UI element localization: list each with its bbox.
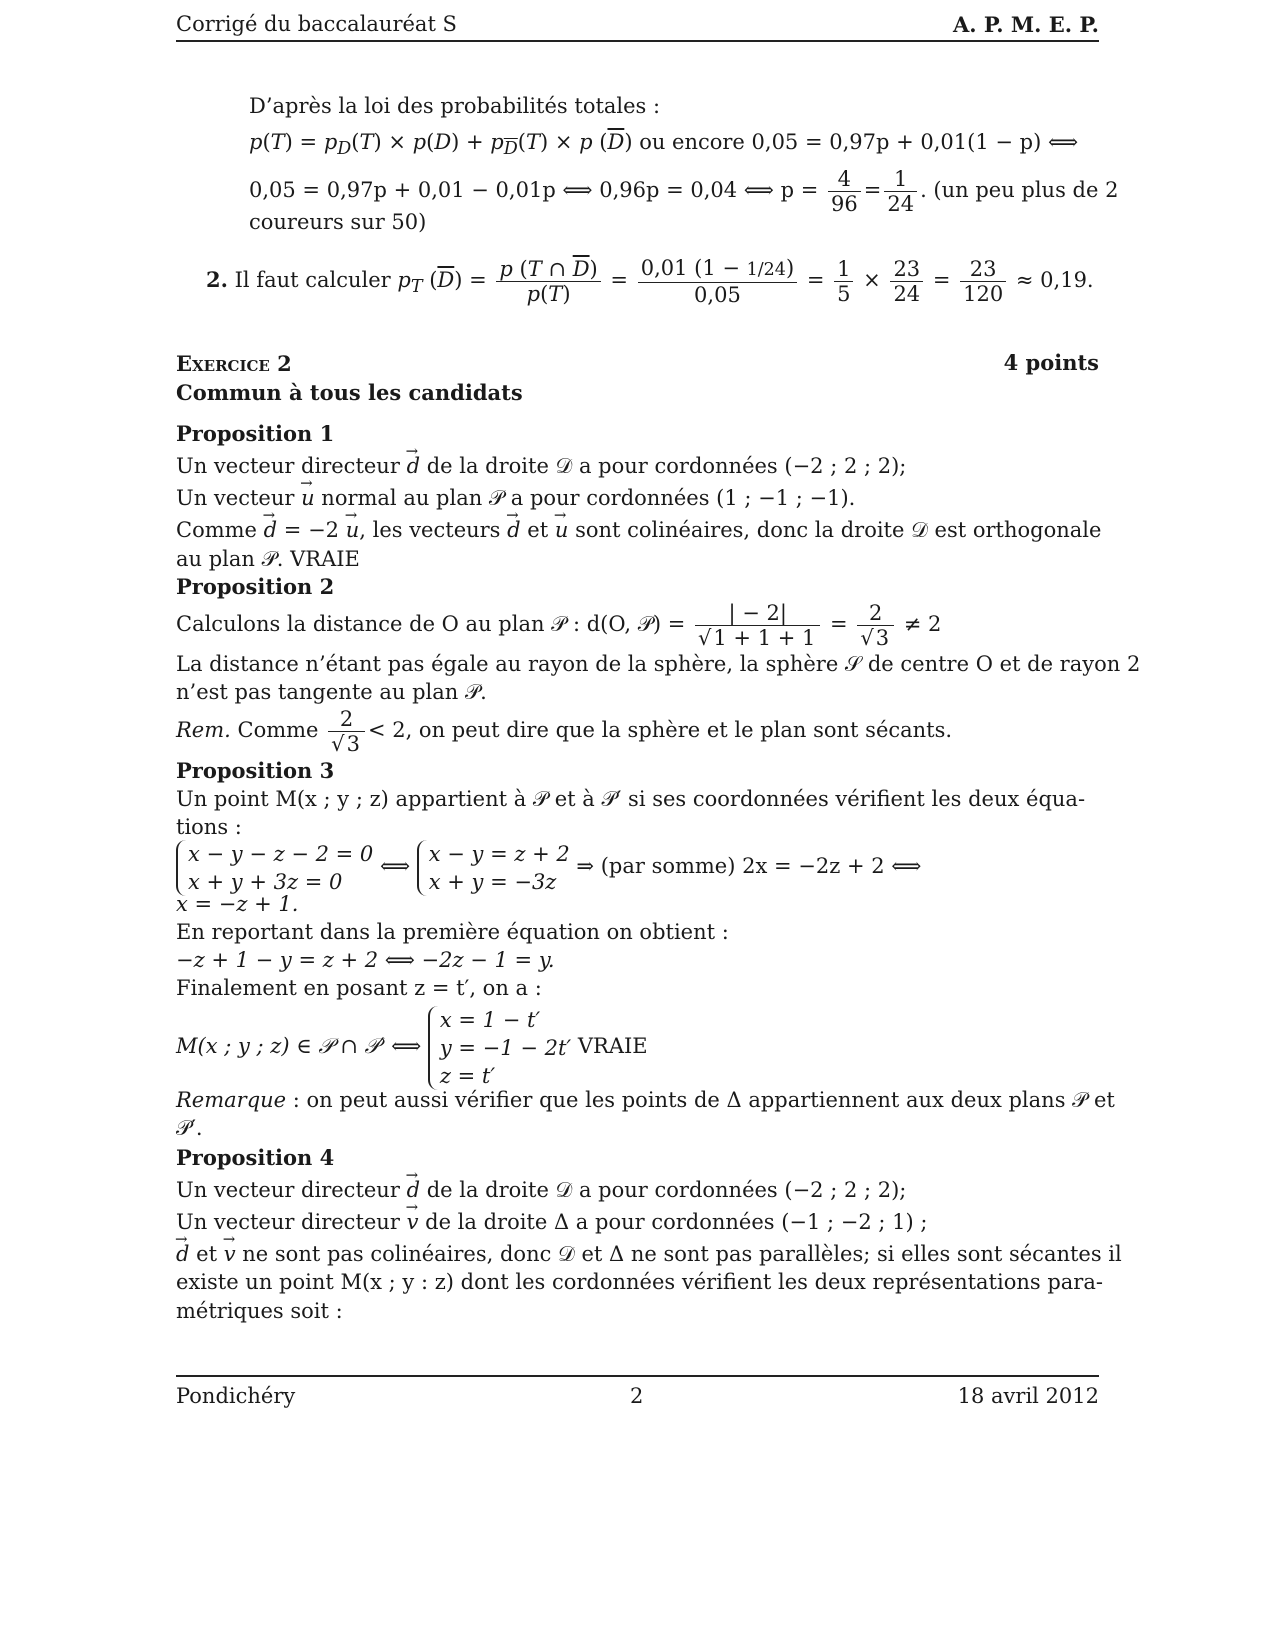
formula-tail: ou encore 0,05 = 0,97p + 0,01(1 − p) ⟺ — [639, 130, 1079, 154]
prop3-line3: x = −z + 1. — [176, 892, 299, 916]
proposition-1-title: Proposition 1 — [176, 421, 335, 446]
prop3-line2: tions : — [176, 815, 242, 839]
proposition-3-title: Proposition 3 — [176, 758, 335, 783]
vector-v: → v — [224, 1240, 236, 1268]
vector-v: → v — [407, 1208, 419, 1236]
header-right: A. P. M. E. P. — [953, 12, 1099, 37]
page-number: 2 — [630, 1384, 644, 1408]
prop3-systems: x − y − z − 2 = 0 x + y + 3z = 0 ⟺ x − y = z + 2 x + y = −3z ⇒ (par somme) 2x = −2z + 2 ⟺ — [176, 838, 1099, 896]
prop3-line6: Finalement en posant z = t′, on a : — [176, 976, 542, 1000]
prop2-text: Comme — [237, 718, 319, 742]
proposition-4-title: Proposition 4 — [176, 1145, 335, 1170]
prop4-text: ne sont pas colinéaires, donc 𝒟 et Δ ne sont pas parallèles; si elles sont sécantes il — [242, 1242, 1122, 1266]
prop2-text: Calculons la distance de O au plan 𝒫 : d(O, 𝒫) = — [176, 612, 686, 636]
question-2: 2. Il faut calculer $p_T$ $(\overline{D})$ = $\frac{p (T \cap \overline{D})}{p(T)}$ = $\frac{0,01 (1 - 1/24)}{0,05}$ = $\frac{1}{5}$ × $\frac{23}{24}$ = $\frac{23}{120}$ ≈ 0,19. — [206, 256, 1094, 307]
header-left: Corrigé du baccalauréat S — [176, 12, 457, 36]
total-probability-formula: $p(T) = p_D(T) \times p(D) + p_{\overline{D}}(T) \times p$ $(\overline{D})$ ou encore 0,05 = 0,97p + 0,01(1 − p) ⟺ — [249, 130, 1079, 160]
prop2-line3: n’est pas tangente au plan 𝒫. — [176, 680, 487, 704]
prop1-line1 — [176, 452, 1099, 480]
prop3-remark — [176, 1086, 1115, 1114]
solving-note: . (un peu plus de 2 — [920, 178, 1119, 202]
footer-date: 18 avril 2012 — [957, 1384, 1099, 1408]
proposition-2-title: Proposition 2 — [176, 574, 335, 599]
prop4-line4: existe un point M(x ; y : z) dont les cordonnées vérifient les deux représentations para- — [176, 1270, 1103, 1294]
prop1-line4: au plan 𝒫. VRAIE — [176, 547, 360, 571]
question-text: Il faut calculer — [234, 268, 391, 292]
exercise-title: Exercice 2 — [176, 351, 292, 376]
fraction-2-sqrt3: $\frac{2}{√3}$ — [857, 601, 894, 650]
vector-d: → d — [507, 516, 520, 544]
question-result: ≈ 0,19. — [1015, 268, 1094, 292]
prop4-line5: métriques soit : — [176, 1299, 343, 1323]
prop3-verdict: VRAIE — [577, 1034, 648, 1058]
system-a: x − y − z − 2 = 0 x + y + 3z = 0 — [176, 840, 373, 896]
prop4-text: de la droite Δ a pour cordonnées (−1 ; −2 ; 1) ; — [425, 1210, 928, 1234]
prop1-line2 — [176, 484, 1099, 512]
vector-u: → u — [301, 484, 315, 512]
vector-u: → u — [346, 516, 360, 544]
prop3-remark-cont: 𝒫′. — [176, 1116, 203, 1140]
prop1-text: , les vecteurs — [359, 518, 501, 542]
prop4-text: Un vecteur directeur — [176, 1210, 400, 1234]
vector-d: → d — [176, 1240, 189, 1268]
prop1-text: Un vecteur — [176, 486, 295, 510]
prop1-text: Comme — [176, 518, 257, 542]
fraction-1-5: $\frac{1}{5}$ — [834, 257, 853, 306]
prop1-line3 — [176, 516, 1102, 544]
system-b: x − y = z + 2 x + y = −3z — [417, 840, 570, 896]
probability-solving: 0,05 = 0,97p + 0,01 − 0,01p ⟺ 0,96p = 0,04 ⟺ p = $\frac{4}{96}$ = $\frac{1}{24}$ . (un peu plus de 2 — [249, 167, 1119, 216]
prop1-text: normal au plan 𝒫 a pour cordonnées (1 ; −1 ; −1). — [321, 486, 856, 510]
footer-rule — [176, 1375, 1099, 1377]
prop3-parametric — [176, 1004, 1099, 1090]
header-rule — [176, 40, 1099, 42]
conditional-fraction: $\frac{p (T \cap \overline{D})}{p(T)}$ — [496, 257, 600, 306]
fraction-23-120: $\frac{23}{120}$ — [960, 257, 1006, 306]
distance-fraction: $\frac{| - 2|}{√1 + 1 + 1}$ — [695, 601, 820, 650]
prop1-text: de la droite 𝒟 a pour cordonnées (−2 ; 2 ; 2); — [426, 454, 907, 478]
prop2-distance: Calculons la distance de O au plan 𝒫 : d(O, 𝒫) = $\frac{| - 2|}{√1 + 1 + 1}$ = $\frac{2}{√3}$ ≠ 2 — [176, 601, 942, 650]
prop4-line3 — [176, 1240, 1122, 1268]
question-number: 2. — [206, 267, 228, 292]
prop1-text: Un vecteur directeur — [176, 454, 400, 478]
exercise-points: 4 points — [1003, 350, 1099, 375]
fraction-1-24: $\frac{1}{24}$ — [884, 167, 917, 216]
prop3-line4: En reportant dans la première équation on obtient : — [176, 920, 729, 944]
prop3-line1: Un point M(x ; y ; z) appartient à 𝒫 et à 𝒫′ si ses coordonnées vérifient les deux équa- — [176, 787, 1086, 811]
solving-steps: 0,05 = 0,97p + 0,01 − 0,01p ⟺ 0,96p = 0,04 ⟺ p = — [249, 178, 819, 202]
numeric-fraction: $\frac{0,01 (1 - 1/24)}{0,05}$ — [638, 256, 797, 307]
vector-d: → d — [407, 1176, 420, 1204]
remark-label: Remarque — [176, 1088, 287, 1112]
prop4-text: Un vecteur directeur — [176, 1178, 400, 1202]
fraction-23-24: $\frac{23}{24}$ — [890, 257, 923, 306]
footer-left: Pondichéry — [176, 1384, 296, 1408]
fraction-2-sqrt3: $\frac{2}{√3}$ — [328, 707, 365, 756]
prop2-remark — [176, 702, 1099, 758]
prop3-line5: −z + 1 − y = z + 2 ⟺ −2z − 1 = y. — [176, 948, 555, 972]
prop1-text: sont colinéaires, donc la droite 𝒟 est orthogonale — [575, 518, 1102, 542]
vector-d: → d — [264, 516, 277, 544]
remark-label: Rem. — [176, 718, 231, 742]
probabilities-intro: D’après la loi des probabilités totales : — [249, 94, 661, 118]
vector-d: → d — [407, 452, 420, 480]
prop2-text: ≠ 2 — [903, 612, 942, 636]
prop3-text: : on peut aussi vérifier que les points de Δ appartiennent aux deux plans 𝒫 et — [286, 1088, 1115, 1112]
prop4-line2 — [176, 1208, 1099, 1236]
prop4-line1 — [176, 1176, 1099, 1204]
prop4-text: de la droite 𝒟 a pour cordonnées (−2 ; 2 ; 2); — [426, 1178, 907, 1202]
prop3-text: ⇒ (par somme) 2x = −2z + 2 ⟺ — [576, 854, 922, 878]
prop1-text: et — [527, 518, 549, 542]
prop2-text: < 2, on peut dire que la sphère et le plan sont sécants. — [367, 718, 953, 742]
fraction-4-96: $\frac{4}{96}$ — [828, 167, 861, 216]
exercise-subtitle: Commun à tous les candidats — [176, 380, 523, 405]
vector-u: → u — [555, 516, 569, 544]
prop1-text: = −2 — [283, 518, 340, 542]
solving-note-continued: coureurs sur 50) — [249, 210, 427, 234]
prop4-text: et — [196, 1242, 218, 1266]
prop3-text: M(x ; y ; z) ∈ 𝒫 ∩ 𝒫′ ⟺ — [176, 1034, 422, 1058]
system-c: x = 1 − t′ y = −1 − 2t′ z = t′ — [428, 1006, 571, 1090]
prop2-line2: La distance n’étant pas égale au rayon de la sphère, la sphère 𝒮 de centre O et de rayon 2 — [176, 652, 1141, 676]
